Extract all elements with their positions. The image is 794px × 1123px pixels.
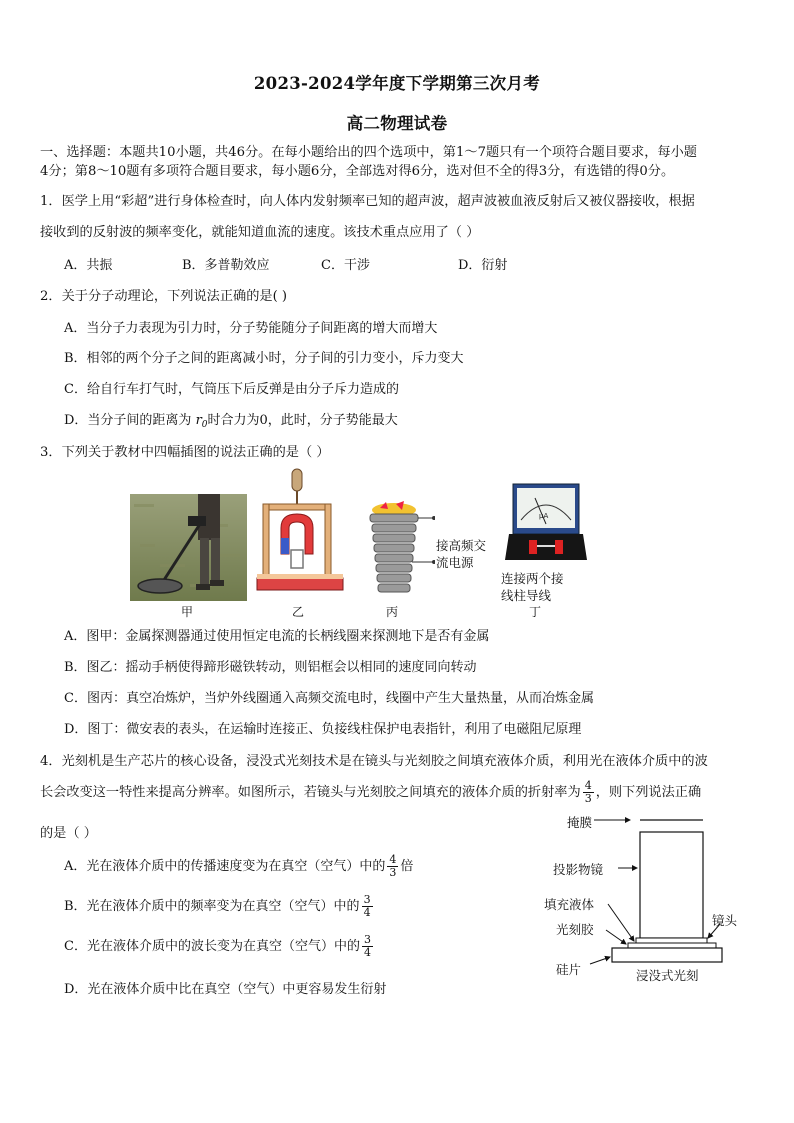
q3-option-c: C．图丙：真空冶炼炉，当炉外线圈通入高频交流电时，线圈中产生大量热量，从而冶炼金属 — [64, 691, 594, 706]
fig-caption-yi: 乙 — [292, 605, 305, 619]
question-4-line3: 的是（ ） — [40, 826, 97, 841]
fig-caption-bing: 丙 — [386, 605, 399, 619]
q4-option-a-suffix: 倍 — [400, 859, 414, 874]
fraction-denominator: 3 — [389, 866, 397, 879]
q4-option-c — [64, 934, 375, 959]
q4-line2-pre: 长会改变这一特性来提高分辨率。如图所示，若镜头与光刻胶之间填充的液体介质的折射率为 — [40, 785, 581, 800]
horseshoe-magnet-figure — [255, 466, 345, 602]
figure-caption-immersion: 浸没式光刻 — [636, 968, 699, 983]
question-4-line1: 4．光刻机是生产芯片的核心设备，浸没式光刻技术是在镜头与光刻胶之间填充液体介质，利用光在液体介质中的波 — [40, 754, 708, 769]
question-1-line2: 接收到的反射波的频率变化，就能知道血流的速度。该技术重点应用了（ ） — [40, 225, 480, 240]
meter-label-line1: 连接两个接 — [501, 571, 564, 586]
section-intro-line1: 一、选择题：本题共10小题，共46分。在每小题给出的四个选项中，第1～7题只有一个项符合题目要求，每小题 — [40, 145, 697, 160]
q4-line2-post: ，则下列说法正确 — [595, 785, 702, 800]
q2-option-d — [64, 409, 398, 430]
section-intro-line2: 4分；第8～10题有多项符合题目要求，每小题6分，全部选对得6分，选对但不全的得3分，有选错的得0分。 — [40, 164, 675, 179]
q2-option-d-post: 时合力为0，此时，分子势能最大 — [207, 413, 398, 428]
question-2-stem: 2．关于分子动理论，下列说法正确的是( ) — [40, 289, 288, 304]
q1-option-b: B．多普勒效应 — [182, 258, 270, 273]
exam-title: 2023-2024学年度下学期第三次月考 — [253, 74, 541, 93]
q1-option-a: A．共振 — [64, 258, 113, 273]
question-3-stem: 3．下列关于教材中四幅插图的说法正确的是（ ） — [40, 445, 330, 460]
meter-label-line2: 线柱导线 — [501, 588, 552, 603]
q4-option-b-fraction — [362, 894, 373, 919]
r0-subscript: 0 — [201, 420, 208, 430]
label-fill-liquid: 填充液体 — [544, 897, 595, 912]
q3-option-d: D．图丁：微安表的表头，在运输时连接正、负接线柱保护电表指针，利用了电磁阻尼原理 — [64, 722, 582, 737]
induction-furnace-figure — [360, 500, 435, 598]
q1-option-c: C．干涉 — [321, 258, 370, 273]
question-4-line2 — [40, 780, 701, 805]
label-wafer: 硅片 — [556, 962, 582, 977]
exam-subtitle: 高二物理试卷 — [346, 114, 448, 133]
fraction-denominator: 3 — [584, 792, 592, 805]
furnace-label-line1: 接高频交 — [436, 538, 487, 553]
q3-option-a: A．图甲：金属探测器通过使用恒定电流的长柄线圈来探测地下是否有金属 — [64, 629, 490, 644]
q2-option-b: B．相邻的两个分子之间的距离减小时，分子间的引力变小，斥力变大 — [64, 351, 464, 366]
furnace-label-line2: 流电源 — [436, 555, 474, 570]
fraction-numerator: 4 — [389, 853, 397, 866]
label-mask: 掩膜 — [567, 815, 593, 830]
q4-option-a-text: A．光在液体介质中的传播速度变为在真空（空气）中的 — [64, 859, 386, 874]
q4-option-c-fraction — [362, 934, 373, 959]
q2-option-a: A．当分子力表现为引力时，分子势能随分子间距离的增大而增大 — [64, 321, 438, 336]
q3-option-b: B．图乙：摇动手柄使得蹄形磁铁转动，则铝框会以相同的速度同向转动 — [64, 660, 477, 675]
fraction-numerator: 3 — [363, 933, 371, 946]
fraction-numerator: 3 — [363, 893, 371, 906]
fraction-denominator: 4 — [363, 946, 371, 959]
microammeter-figure — [505, 480, 591, 566]
q2-option-d-pre: D．当分子间的距离为 — [64, 413, 196, 428]
label-photoresist: 光刻胶 — [556, 922, 594, 937]
metal-detector-photo — [130, 494, 247, 601]
label-lens: 镜头 — [712, 913, 738, 928]
q4-option-b-text: B．光在液体介质中的频率变为在真空（空气）中的 — [64, 899, 360, 914]
r0-symbol: r — [195, 413, 202, 428]
refractive-index-fraction — [583, 780, 594, 805]
fig-caption-ding: 丁 — [529, 605, 542, 619]
q2-option-c: C．给自行车打气时，气筒压下后反弹是由分子斥力造成的 — [64, 382, 399, 397]
q4-option-b — [64, 894, 375, 919]
q4-option-c-text: C．光在液体介质中的波长变为在真空（空气）中的 — [64, 939, 360, 954]
svg-text:μA: μA — [539, 512, 549, 520]
question-1-line1: 1．医学上用“彩超”进行身体检查时，向人体内发射频率已知的超声波，超声波被血液反射后又被仪器接收，根据 — [40, 194, 695, 209]
q4-option-d: D．光在液体介质中比在真空（空气）中更容易发生衍射 — [64, 982, 387, 997]
fraction-denominator: 4 — [363, 906, 371, 919]
q4-option-a — [64, 854, 413, 879]
fraction-numerator: 4 — [584, 779, 592, 792]
fig-caption-jia: 甲 — [181, 605, 194, 619]
label-projection-lens: 投影物镜 — [553, 862, 604, 877]
q4-option-a-fraction — [387, 854, 398, 879]
q1-option-d: D．衍射 — [458, 258, 508, 273]
